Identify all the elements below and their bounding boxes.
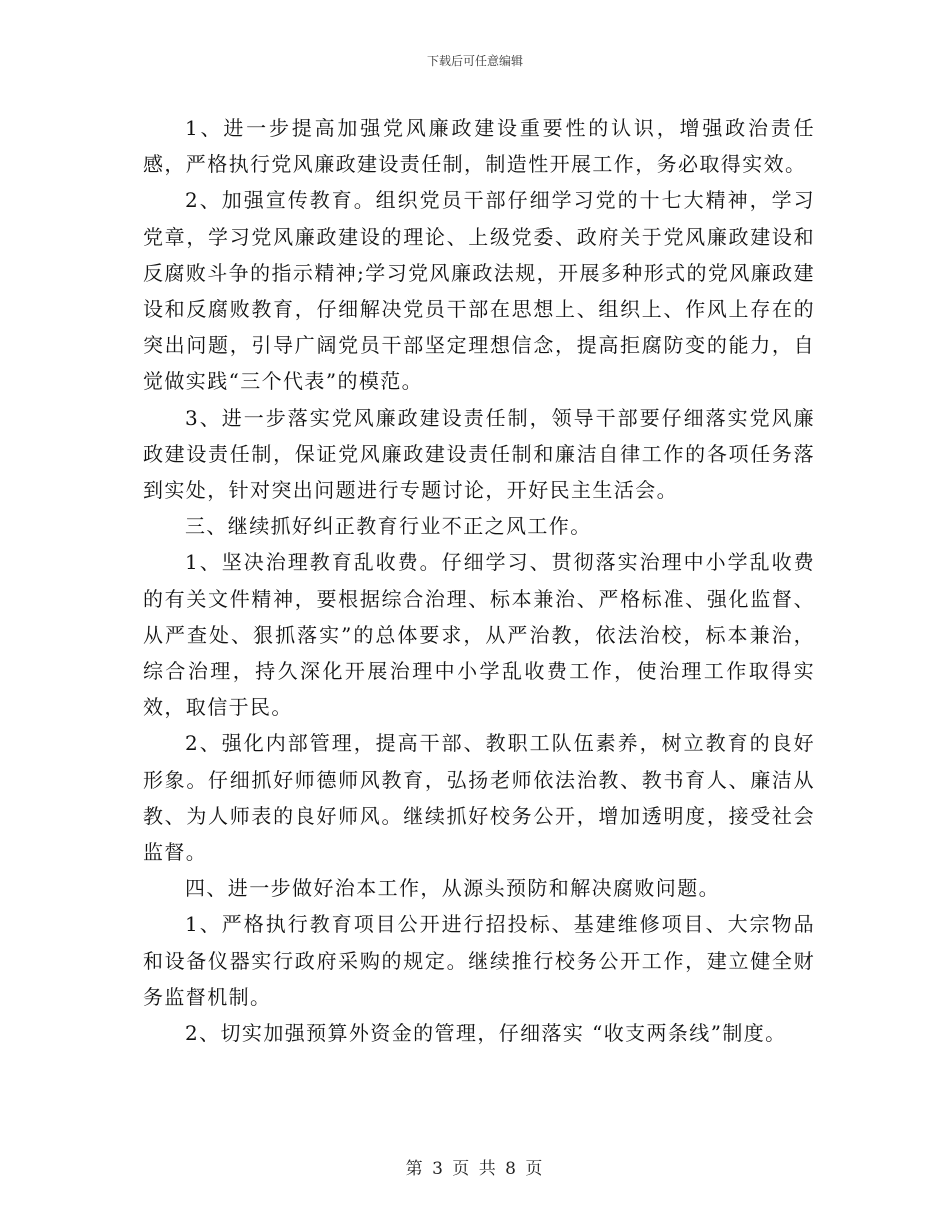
paragraph-3: 3、进一步落实党风廉政建设责任制，领导干部要仔细落实党风廉政建设责任制，保证党风廉政建设责任制和廉洁自律工作的各项任务落到实处，针对突出问题进行专题讨论，开好民主生活会。 — [143, 405, 815, 503]
paragraph-2: 2、加强宣传教育。组织党员干部仔细学习党的十七大精神，学习党章，学习党风廉政建设的理论、上级党委、政府关于党风廉政建设和反腐败斗争的指示精神;学习党风廉政法规，开展多种形式的党风廉政建设和反腐败教育，仔细解决党员干部在思想上、组织上、作风上存在的突出问题，引导广阔党员干部坚定理想信念，提高拒腐防变的能力，自觉做实践“三个代表”的模范。 — [143, 188, 815, 394]
paragraph-1: 1、进一步提高加强党风廉政建设重要性的认识，增强政治责任感，严格执行党风廉政建设责任制，制造性开展工作，务必取得实效。 — [143, 116, 815, 177]
paragraph-4: 1、坚决治理教育乱收费。仔细学习、贯彻落实治理中小学乱收费的有关文件精神，要根据综合治理、标本兼治、严格标准、强化监督、从严查处、狠抓落实”的总体要求，从严治教，依法治校，标本兼治，综合治理，持久深化开展治理中小学乱收费工作，使治理工作取得实效，取信于民。 — [143, 550, 815, 720]
document-body — [143, 110, 815, 1051]
section-heading-3: 三、继续抓好纠正教育行业不正之风工作。 — [185, 514, 592, 539]
paragraph-5: 2、强化内部管理，提高干部、教职工队伍素养，树立教育的良好形象。仔细抓好师德师风教育，弘扬老师依法治教、教书育人、廉洁从教、为人师表的良好师风。继续抓好校务公开，增加透明度，接受社会监督。 — [143, 731, 815, 865]
paragraph-6: 1、严格执行教育项目公开进行招投标、基建维修项目、大宗物品和设备仪器实行政府采购的规定。继续推行校务公开工作，建立健全财务监督机制。 — [143, 912, 815, 1009]
page-header-note: 下载后可任意编辑 — [426, 54, 523, 68]
section-heading-4: 四、进一步做好治本工作，从源头预防和解决腐败问题。 — [185, 876, 720, 901]
paragraph-7: 2、切实加强预算外资金的管理，仔细落实 “收支两条线”制度。 — [185, 1021, 787, 1046]
page-number-footer: 第 3 页 共 8 页 — [405, 1159, 545, 1179]
